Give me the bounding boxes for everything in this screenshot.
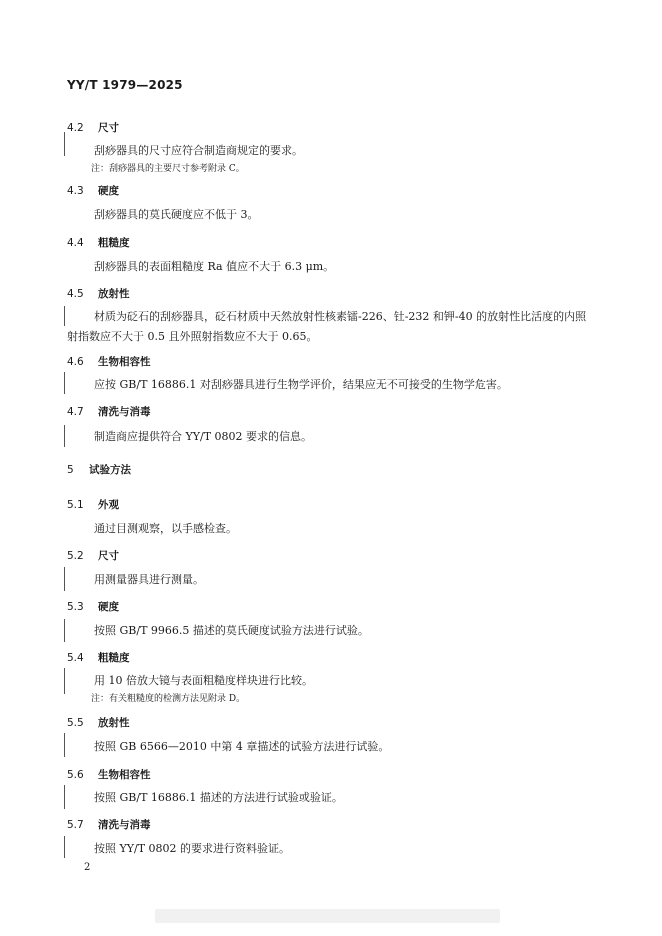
- section-number: 4.3: [67, 185, 84, 197]
- section-number: 4.2: [67, 122, 84, 134]
- heading-5: [67, 462, 131, 477]
- change-bar: [64, 836, 65, 858]
- heading-4-6: [67, 354, 151, 369]
- section-title: 试验方法: [89, 464, 131, 476]
- section-title: 尺寸: [98, 550, 119, 562]
- section-title: 放射性: [98, 288, 130, 300]
- paragraph-5-1: 通过目测观察，以手感检查。: [94, 522, 237, 535]
- section-number: 4.7: [67, 406, 84, 418]
- heading-4-4: [67, 235, 130, 250]
- section-number: 4.5: [67, 288, 84, 300]
- paragraph-4-7: 制造商应提供符合 YY/T 0802 要求的信息。: [94, 430, 313, 443]
- section-title: 放射性: [98, 717, 130, 729]
- heading-4-7: [67, 404, 151, 419]
- paragraph-4-6: 应按 GB/T 16886.1 对刮痧器具进行生物学评价，结果应无不可接受的生物学危害。: [94, 378, 508, 391]
- section-number: 5.4: [67, 652, 84, 664]
- paragraph-5-4: 用 10 倍放大镜与表面粗糙度样块进行比较。: [94, 674, 313, 687]
- section-title: 外观: [98, 499, 119, 511]
- heading-5-1: [67, 497, 119, 512]
- heading-4-2: [67, 120, 119, 135]
- section-number: 5.2: [67, 550, 84, 562]
- paragraph-5-5: 按照 GB 6566—2010 中第 4 章描述的试验方法进行试验。: [94, 740, 390, 753]
- heading-5-3: [67, 599, 119, 614]
- section-number: 5.5: [67, 717, 84, 729]
- change-bar: [64, 306, 65, 326]
- heading-5-5: [67, 715, 130, 730]
- section-title: 粗糙度: [98, 652, 130, 664]
- section-title: 生物相容性: [98, 356, 151, 368]
- section-title: 生物相容性: [98, 769, 151, 781]
- paragraph-4-3: 刮痧器具的莫氏硬度应不低于 3。: [94, 208, 259, 221]
- change-bar: [64, 132, 65, 156]
- paragraph-5-7: 按照 YY/T 0802 的要求进行资料验证。: [94, 842, 291, 855]
- page-number: 2: [84, 862, 91, 873]
- paragraph-5-3: 按照 GB/T 9966.5 描述的莫氏硬度试验方法进行试验。: [94, 624, 369, 637]
- standard-code: YY/T 1979—2025: [67, 78, 183, 92]
- paragraph-4-4: 刮痧器具的表面粗糙度 Ra 值应不大于 6.3 μm。: [94, 260, 335, 273]
- heading-4-5: [67, 286, 130, 301]
- faded-watermark-strip: [155, 909, 500, 923]
- note-5-4: 注：有关粗糙度的检测方法见附录 D。: [91, 694, 246, 704]
- heading-4-3: [67, 183, 119, 198]
- section-number: 5.7: [67, 819, 84, 831]
- paragraph-5-6: 按照 GB/T 16886.1 描述的方法进行试验或验证。: [94, 791, 343, 804]
- change-bar: [64, 425, 65, 447]
- section-number: 4.6: [67, 356, 84, 368]
- section-number: 4.4: [67, 237, 84, 249]
- section-number: 5.3: [67, 601, 84, 613]
- section-title: 硬度: [98, 601, 119, 613]
- section-title: 清洗与消毒: [98, 819, 151, 831]
- paragraph-5-2: 用测量器具进行测量。: [94, 573, 204, 586]
- section-title: 清洗与消毒: [98, 406, 151, 418]
- heading-5-7: [67, 817, 151, 832]
- heading-5-6: [67, 767, 151, 782]
- change-bar: [64, 733, 65, 757]
- paragraph-4-2: 刮痧器具的尺寸应符合制造商规定的要求。: [94, 144, 303, 157]
- section-number: 5.6: [67, 769, 84, 781]
- note-4-2: 注：刮痧器具的主要尺寸参考附录 C。: [91, 164, 245, 174]
- section-title: 粗糙度: [98, 237, 130, 249]
- section-number: 5.1: [67, 499, 84, 511]
- section-title: 硬度: [98, 185, 119, 197]
- heading-5-4: [67, 650, 130, 665]
- change-bar: [64, 668, 65, 694]
- change-bar: [64, 785, 65, 809]
- paragraph-4-5: 材质为砭石的刮痧器具，砭石材质中天然放射性核素镭-226、钍-232 和钾-40 的放射性比活度的内照射指数应不大于 0.5 且外照射指数应不大于 0.65。: [67, 310, 587, 343]
- change-bar: [64, 619, 65, 642]
- change-bar: [64, 567, 65, 591]
- heading-5-2: [67, 548, 119, 563]
- change-bar: [64, 372, 65, 394]
- section-number: 5: [67, 464, 74, 476]
- section-title: 尺寸: [98, 122, 119, 134]
